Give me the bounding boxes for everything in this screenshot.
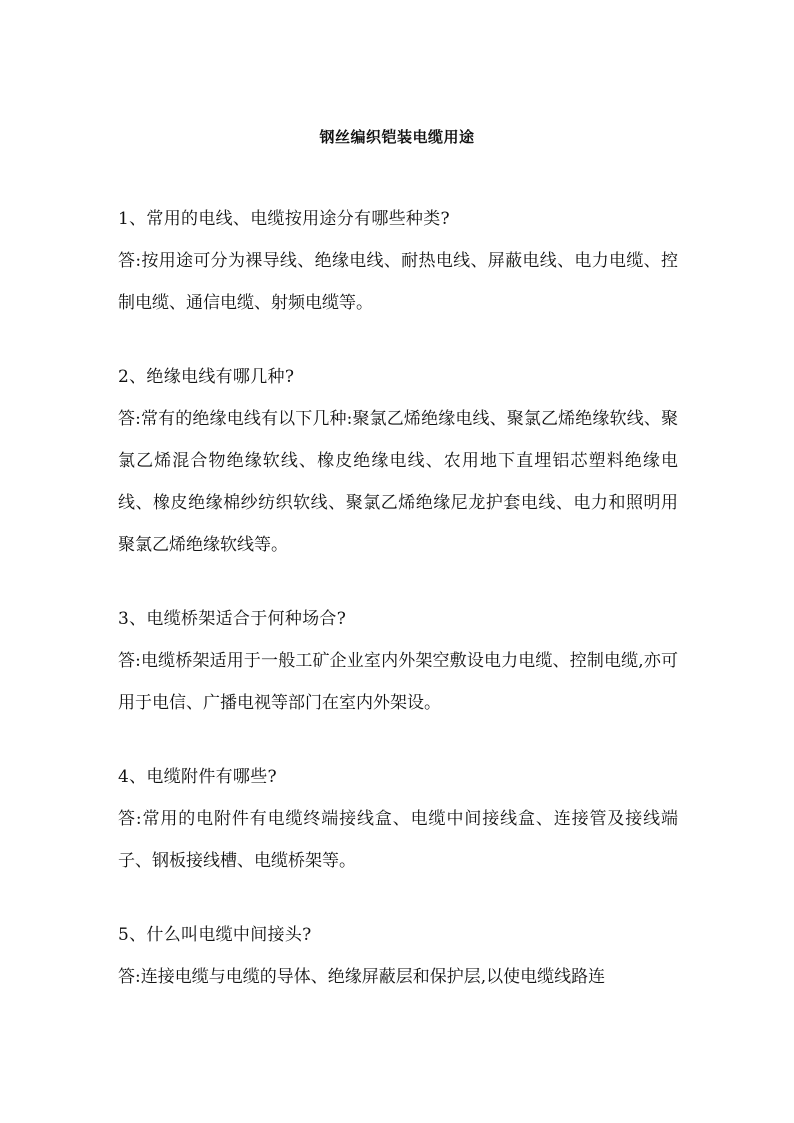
qa-item-4 [118,756,678,882]
qa-item-3 [118,598,678,724]
qa-item-2 [118,356,678,566]
document-body [118,198,678,1030]
question-2: 2、绝缘电线有哪几种? [118,367,295,387]
qa-item-1 [118,198,678,324]
answer-4: 答:常用的电附件有电缆终端接线盒、电缆中间接线盒、连接管及接线端子、钢板接线槽、电缆桥架等。 [118,809,678,871]
qa-item-5 [118,914,678,998]
question-5: 5、什么叫电缆中间接头? [118,925,312,945]
answer-3: 答:电缆桥架适用于一般工矿企业室内外架空敷设电力电缆、控制电缆,亦可用于电信、广播电视等部门在室内外架设。 [118,651,678,713]
question-3: 3、电缆桥架适合于何种场合? [118,609,347,629]
question-1: 1、常用的电线、电缆按用途分有哪些种类? [118,209,450,229]
answer-2: 答:常有的绝缘电线有以下几种:聚氯乙烯绝缘电线、聚氯乙烯绝缘软线、聚氯乙烯混合物绝缘软线、橡皮绝缘电线、农用地下直埋铝芯塑料绝缘电线、橡皮绝缘棉纱纺织软线、聚氯乙烯绝缘尼龙护套电线、电力和照明用聚氯乙烯绝缘软线等。 [118,409,678,555]
answer-1: 答:按用途可分为裸导线、绝缘电线、耐热电线、屏蔽电线、电力电缆、控制电缆、通信电缆、射频电缆等。 [118,251,678,313]
question-4: 4、电缆附件有哪些? [118,767,277,787]
document-title: 钢丝编织铠装电缆用途 [319,128,475,146]
answer-5: 答:连接电缆与电缆的导体、绝缘屏蔽层和保护层,以使电缆线路连 [118,967,606,987]
